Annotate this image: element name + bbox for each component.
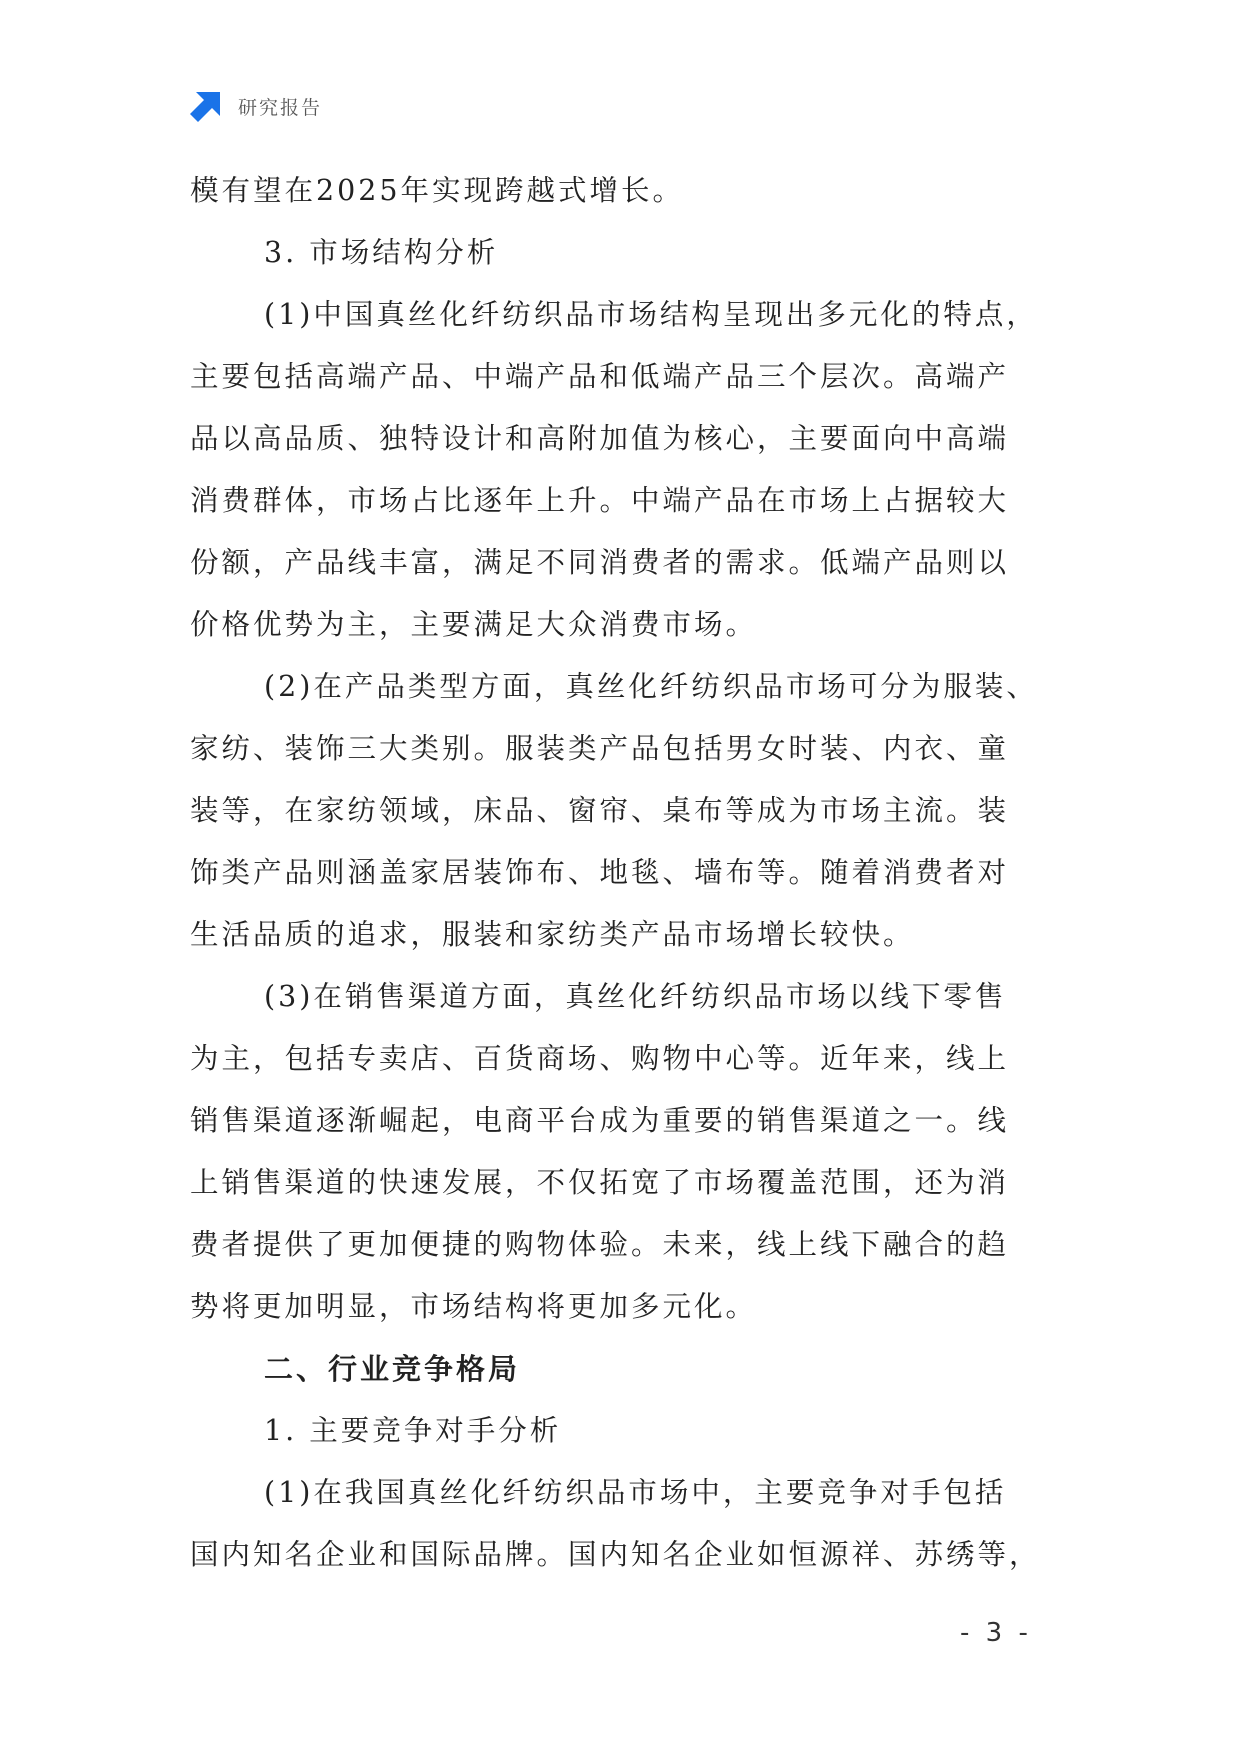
body-line: 品以高品质、独特设计和高附加值为核心，主要面向中高端 (190, 422, 1010, 455)
body-line: 主要包括高端产品、中端产品和低端产品三个层次。高端产 (190, 360, 1010, 393)
body-line: (2)在产品类型方面，真丝化纤纺织品市场可分为服装、 (264, 670, 1038, 703)
body-line: 份额，产品线丰富，满足不同消费者的需求。低端产品则以 (190, 546, 1010, 579)
body-line: 消费群体，市场占比逐年上升。中端产品在市场上占据较大 (190, 484, 1010, 517)
body-line: (1)中国真丝化纤纺织品市场结构呈现出多元化的特点， (264, 298, 1038, 331)
body-line: 装等，在家纺领域，床品、窗帘、桌布等成为市场主流。装 (190, 794, 1010, 827)
body-line: 销售渠道逐渐崛起，电商平台成为重要的销售渠道之一。线 (190, 1104, 1010, 1137)
page-number: - 3 - (960, 1618, 1032, 1648)
arrow-up-right-icon (190, 90, 222, 122)
body-line: 生活品质的追求，服装和家纺类产品市场增长较快。 (190, 918, 915, 951)
body-line: 上销售渠道的快速发展，不仅拓宽了市场覆盖范围，还为消 (190, 1166, 1010, 1199)
body-line: (3)在销售渠道方面，真丝化纤纺织品市场以线下零售 (264, 980, 1007, 1013)
body-line: 国内知名企业和国际品牌。国内知名企业如恒源祥、苏绣等， (190, 1538, 1041, 1571)
chapter-heading: 二、行业竞争格局 (264, 1352, 521, 1386)
body-line: 势将更加明显，市场结构将更加多元化。 (190, 1290, 758, 1323)
section-heading: 3. 市场结构分析 (264, 236, 499, 269)
body-line: 家纺、装饰三大类别。服装类产品包括男女时装、内衣、童 (190, 732, 1010, 765)
body-line: 模有望在2025年实现跨越式增长。 (190, 174, 685, 207)
document-body (190, 160, 1050, 1586)
report-header (190, 88, 322, 124)
body-line: 费者提供了更加便捷的购物体验。未来，线上线下融合的趋 (190, 1228, 1010, 1261)
body-line: (1)在我国真丝化纤纺织品市场中，主要竞争对手包括 (264, 1476, 1007, 1509)
body-line: 为主，包括专卖店、百货商场、购物中心等。近年来，线上 (190, 1042, 1010, 1075)
section-heading: 1. 主要竞争对手分析 (264, 1414, 562, 1447)
body-line: 价格优势为主，主要满足大众消费市场。 (190, 608, 758, 641)
header-title: 研究报告 (238, 96, 323, 119)
body-line: 饰类产品则涵盖家居装饰布、地毯、墙布等。随着消费者对 (190, 856, 1010, 889)
